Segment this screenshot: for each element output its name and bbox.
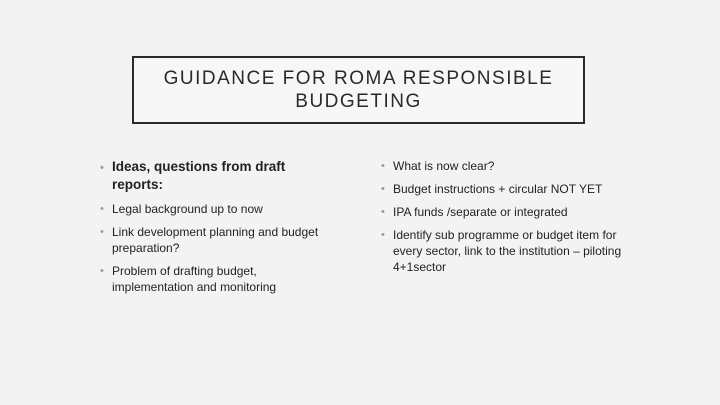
bullet-item	[381, 181, 631, 197]
bullet-icon: •	[100, 226, 104, 238]
right-bullet-list	[381, 158, 631, 282]
bullet-icon: •	[100, 203, 104, 215]
bullet-item	[381, 204, 631, 220]
bullet-text: Ideas, questions from draft reports:	[112, 159, 286, 192]
bullet-icon: •	[381, 183, 385, 195]
slide-title-line-2: BUDGETING	[295, 91, 422, 112]
bullet-text: Budget instructions + circular NOT YET	[393, 182, 603, 196]
bullet-text: Identify sub programme or budget item for every sector, link to the institution – piloting 4+1sector	[393, 228, 622, 274]
bullet-item	[100, 201, 340, 217]
bullet-item	[100, 158, 340, 194]
slide-title-line-1: GUIDANCE FOR ROMA RESPONSIBLE	[163, 68, 554, 89]
bullet-item	[100, 224, 340, 256]
slide-title-box	[132, 56, 585, 124]
bullet-item	[381, 158, 631, 174]
bullet-text: Problem of drafting budget, implementation and monitoring	[112, 264, 277, 294]
left-bullet-list	[100, 158, 340, 302]
bullet-item	[381, 227, 631, 275]
bullet-item	[100, 263, 340, 295]
bullet-icon: •	[100, 162, 104, 174]
bullet-icon: •	[100, 265, 104, 277]
bullet-icon: •	[381, 160, 385, 172]
bullet-text: IPA funds /separate or integrated	[393, 205, 568, 219]
bullet-icon: •	[381, 229, 385, 241]
bullet-text: Legal background up to now	[112, 202, 263, 216]
bullet-text: Link development planning and budget preparation?	[112, 225, 319, 255]
bullet-text: What is now clear?	[393, 159, 495, 173]
bullet-icon: •	[381, 206, 385, 218]
